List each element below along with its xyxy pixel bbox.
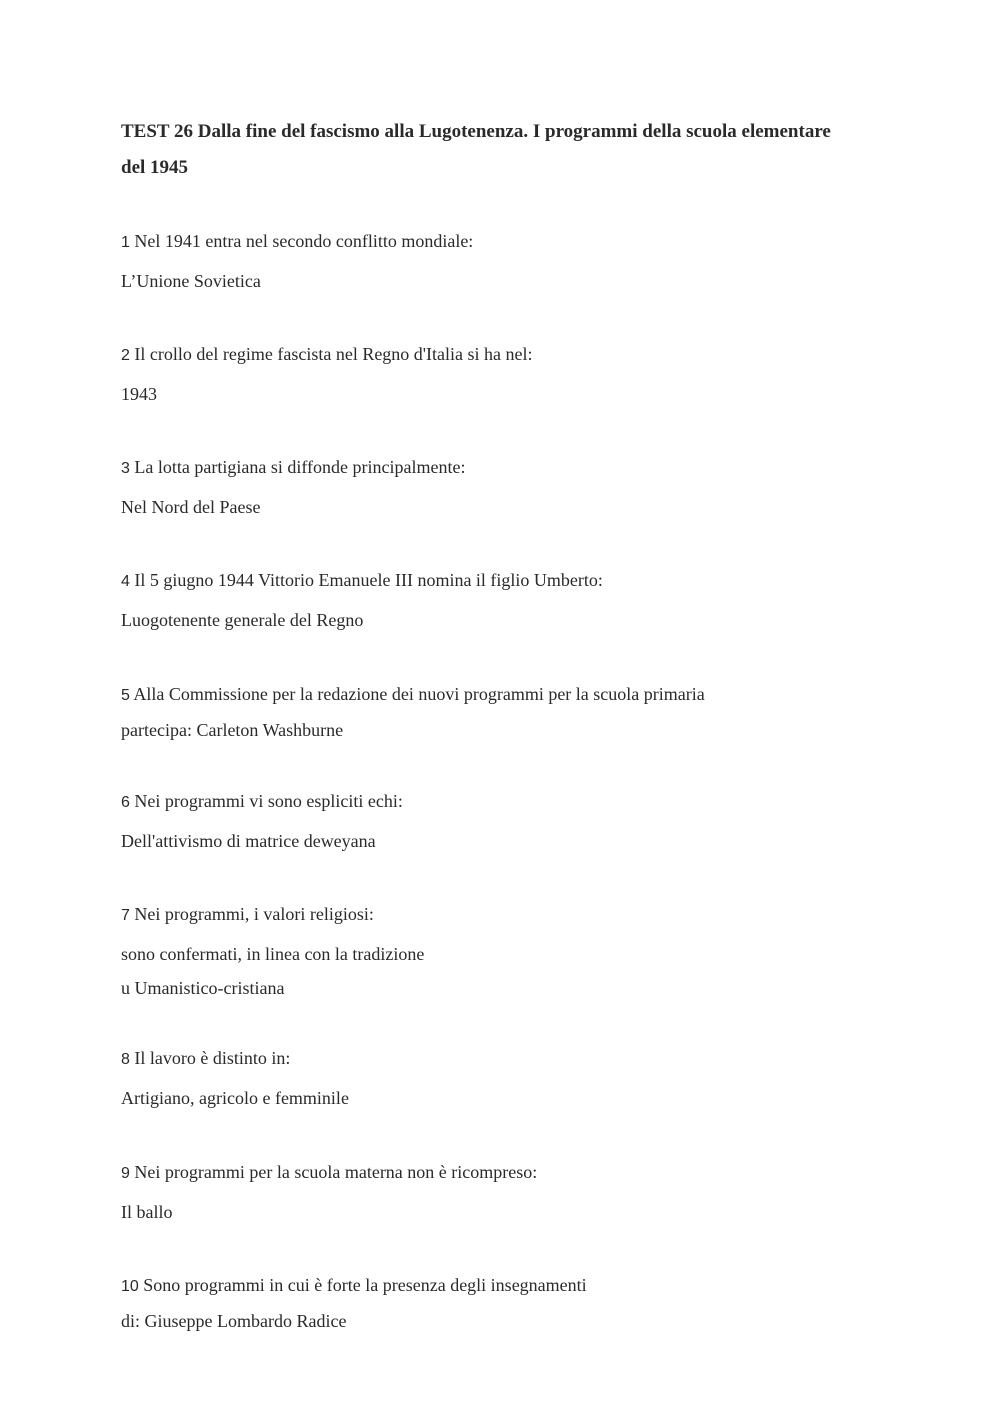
question-text: 8 Il lavoro è distinto in: [121,1048,291,1068]
answer-text: di: Giuseppe Lombardo Radice [121,1311,347,1331]
question-text: 9 Nei programmi per la scuola materna non è ricompreso: [121,1162,538,1182]
question-text: 3 La lotta partigiana si diffonde principalmente: [121,457,466,477]
answer-text: Il ballo [121,1202,173,1222]
answer-text: Luogotenente generale del Regno [121,610,364,630]
question-text: 2 Il crollo del regime fascista nel Regno d'Italia si ha nel: [121,344,533,364]
question-item-8 [121,1046,841,1110]
answer-text: Dell'attivismo di matrice deweyana [121,831,376,851]
question-number: 1 [121,234,130,251]
question-item-9 [121,1160,841,1224]
question-number: 5 [121,687,130,704]
answer-text-continued: u Umanistico-cristiana [121,978,285,998]
answer-text: partecipa: Carleton Washburne [121,720,344,740]
answer-text: 1943 [121,384,157,404]
question-item-10 [121,1273,841,1333]
question-item-6 [121,789,841,853]
question-number: 2 [121,347,130,364]
question-item-1 [121,229,841,293]
answer-text: sono confermati, in linea con la tradizione [121,944,425,964]
question-text: 4 Il 5 giugno 1944 Vittorio Emanuele III nomina il figlio Umberto: [121,570,603,590]
question-item-5 [121,682,841,742]
question-item-3 [121,455,841,519]
answer-text: L’Unione Sovietica [121,271,261,291]
question-text: 6 Nei programmi vi sono espliciti echi: [121,791,403,811]
question-text: 7 Nei programmi, i valori religiosi: [121,904,374,924]
question-text: 5 Alla Commissione per la redazione dei nuovi programmi per la scuola primaria [121,684,705,704]
question-number: 7 [121,907,130,924]
question-item-2 [121,342,841,406]
question-number: 3 [121,460,130,477]
question-number: 4 [121,573,130,590]
document-title: TEST 26 Dalla fine del fascismo alla Lugotenenza. I programmi della scuola elementare del 1945 [121,121,831,178]
question-item-7 [121,902,841,1000]
question-text: 10 Sono programmi in cui è forte la presenza degli insegnamenti [121,1275,587,1295]
answer-text: Artigiano, agricolo e femminile [121,1088,349,1108]
question-item-4 [121,568,841,632]
question-number: 9 [121,1165,130,1182]
question-number: 8 [121,1051,130,1068]
question-number: 10 [121,1278,139,1295]
question-text: 1 Nel 1941 entra nel secondo conflitto mondiale: [121,231,474,251]
answer-text: Nel Nord del Paese [121,497,261,517]
question-number: 6 [121,794,130,811]
